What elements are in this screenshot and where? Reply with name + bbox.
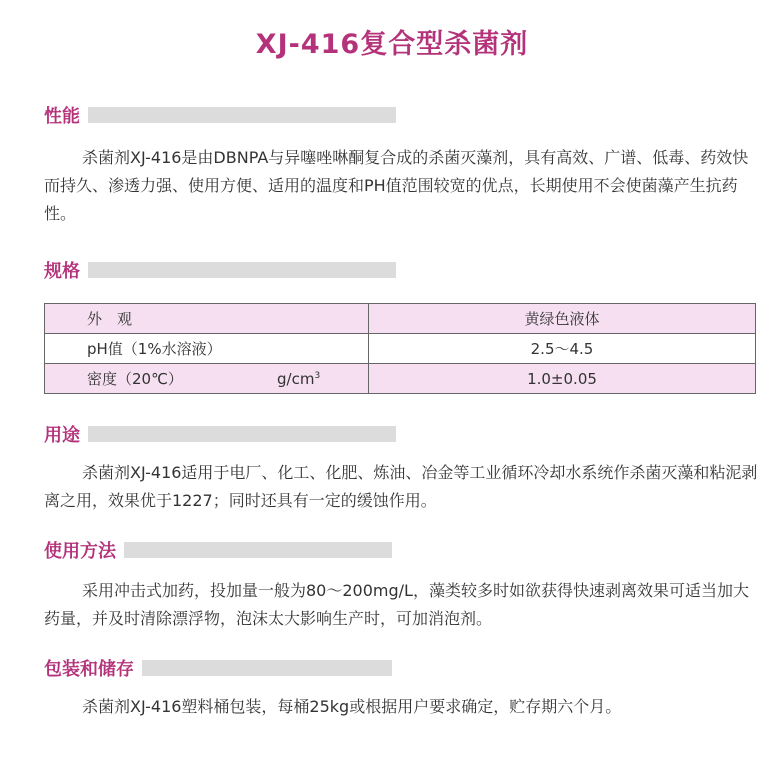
section-heading-packing [44, 656, 392, 680]
spec-value-cell: 1.0±0.05 [369, 364, 756, 394]
page-title: XJ-416复合型杀菌剂 [255, 29, 529, 60]
heading-decor-bar [124, 542, 392, 558]
properties-paragraph: 杀菌剂XJ-416是由DBNPA与异噻唑啉酮复合成的杀菌灭藻剂，具有高效、广谱、低毒、药效快而持久、渗透力强、使用方便、适用的温度和PH值范围较宽的优点，长期使用不会使菌藻产生抗药性。 [44, 148, 749, 223]
spec-value-cell: 2.5～4.5 [369, 334, 756, 364]
spec-item-cell: pH值（1%水溶液） [45, 334, 369, 364]
table-row [45, 334, 756, 364]
usage-heading-label: 用途 [44, 425, 80, 446]
heading-decor-bar [142, 660, 392, 676]
spec-item-cell: 外 观 [45, 304, 369, 334]
section-heading-specs [44, 258, 396, 282]
spec-value-cell: 黄绿色液体 [369, 304, 756, 334]
section-heading-usage [44, 422, 396, 446]
heading-decor-bar [88, 262, 396, 278]
spec-unit: $g/cm^3$ [277, 370, 321, 388]
table-row [45, 304, 756, 334]
spec-table [44, 303, 756, 394]
heading-decor-bar [88, 107, 396, 123]
packing-heading-label: 包装和储存 [44, 659, 134, 680]
spec-item-label: 密度（20℃） [87, 370, 183, 388]
heading-decor-bar [88, 426, 396, 442]
method-heading-label: 使用方法 [44, 541, 116, 562]
packing-paragraph: 杀菌剂XJ-416塑料桶包装，每桶25kg或根据用户要求确定，贮存期六个月。 [82, 697, 622, 716]
specs-heading-label: 规格 [44, 261, 80, 282]
section-heading-properties [44, 103, 396, 127]
method-paragraph: 采用冲击式加药，投加量一般为80～200mg/L，藻类较多时如欲获得快速剥离效果可适当加大药量，并及时清除漂浮物，泡沫太大影响生产时，可加消泡剂。 [44, 581, 749, 628]
table-row [45, 364, 756, 394]
properties-heading-label: 性能 [44, 106, 80, 127]
usage-paragraph: 杀菌剂XJ-416适用于电厂、化工、化肥、炼油、冶金等工业循环冷却水系统作杀菌灭藻和粘泥剥离之用，效果优于1227；同时还具有一定的缓蚀作用。 [44, 463, 758, 510]
spec-item-cell [45, 364, 369, 394]
section-heading-method [44, 538, 392, 562]
